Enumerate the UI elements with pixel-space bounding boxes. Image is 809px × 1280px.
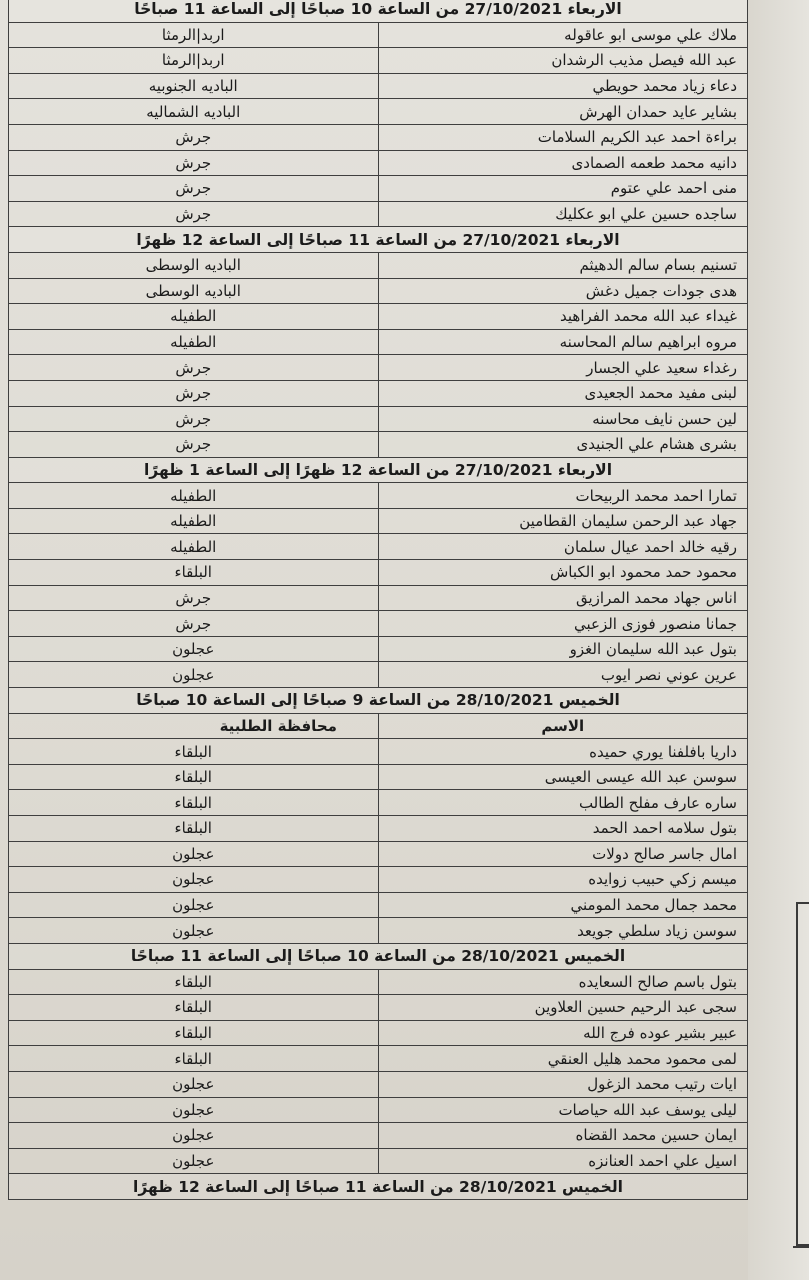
table-row [9,636,748,662]
student-name-cell: ساجده حسين علي ابو عكليك [378,201,748,227]
table-row [9,585,748,611]
student-name-cell: تسنيم بسام سالم الدهيثم [378,252,748,278]
student-name-cell: رقيه خالد احمد عيال سلمان [378,534,748,560]
table-row [9,406,748,432]
table-row [9,150,748,176]
governorate-cell: جرش [9,406,379,432]
student-name-cell: مروه ابراهيم سالم المحاسنه [378,329,748,355]
governorate-cell: البلقاء [9,1020,379,1046]
table-row [9,278,748,304]
table-row [9,73,748,99]
time-slot-heading: الاربعاء 27/10/2021 من الساعة 10 صباحًا إلى الساعة 11 صباحًا [9,0,748,22]
governorate-cell: الباديه الوسطى [9,278,379,304]
table-row [9,380,748,406]
student-name-cell: ايمان حسين محمد القضاه [378,1123,748,1149]
table-row [9,560,748,586]
table-row [9,48,748,74]
student-name-cell: جمانا منصور فوزى الزعبي [378,611,748,637]
student-name-cell: عرين عوني نصر ايوب [378,662,748,688]
schedule-body [9,0,748,1199]
governorate-cell: الطفيله [9,329,379,355]
governorate-cell: الطفيله [9,483,379,509]
table-row [9,508,748,534]
student-name-cell: رغداء سعيد علي الجسار [378,355,748,381]
governorate-cell: اربد|الرمثا [9,22,379,48]
student-name-cell: ليلى يوسف عبد الله حياصات [378,1097,748,1123]
name-column-header: الاسم [378,713,748,739]
governorate-cell: البلقاء [9,1046,379,1072]
table-row [9,1148,748,1174]
governorate-cell: عجلون [9,662,379,688]
governorate-cell: جرش [9,176,379,202]
student-name-cell: هدى جودات جميل دغش [378,278,748,304]
student-name-cell: داريا بافلفنا يوري حميده [378,739,748,765]
table-row [9,764,748,790]
time-slot-heading: الاربعاء 27/10/2021 من الساعة 11 صباحًا إلى الساعة 12 ظهرًا [9,227,748,253]
column-header-row [9,713,748,739]
governorate-cell: اربد|الرمثا [9,48,379,74]
student-name-cell: لبنى مفيد محمد الجعيدى [378,380,748,406]
table-row [9,969,748,995]
student-name-cell: منى احمد علي عتوم [378,176,748,202]
governorate-cell: الباديه الشماليه [9,99,379,125]
student-name-cell: لمى محمود محمد هليل العنقي [378,1046,748,1072]
table-row [9,892,748,918]
student-name-cell: عبد الله فيصل مذيب الرشدان [378,48,748,74]
governorate-cell: البلقاء [9,995,379,1021]
student-name-cell: براءة احمد عبد الكريم السلامات [378,124,748,150]
governorate-cell: عجلون [9,1097,379,1123]
governorate-cell: عجلون [9,1071,379,1097]
student-name-cell: اناس جهاد محمد المرازيق [378,585,748,611]
student-name-cell: محمد جمال محمد المومني [378,892,748,918]
table-row [9,176,748,202]
table-row [9,201,748,227]
time-slot-row [9,943,748,969]
table-row [9,355,748,381]
governorate-cell: عجلون [9,892,379,918]
governorate-cell: جرش [9,585,379,611]
governorate-cell: عجلون [9,1148,379,1174]
table-row [9,611,748,637]
table-row [9,432,748,458]
governorate-cell: الباديه الوسطى [9,252,379,278]
table-row [9,22,748,48]
governorate-cell: البلقاء [9,560,379,586]
governorate-cell: جرش [9,355,379,381]
governorate-column-header: محافظة الطلبية [9,713,379,739]
time-slot-heading: الاربعاء 27/10/2021 من الساعة 12 ظهرًا إلى الساعة 1 ظهرًا [9,457,748,483]
adjacent-column-border [796,902,809,1246]
student-name-cell: تمارا احمد محمد الربيحات [378,483,748,509]
table-row [9,1123,748,1149]
student-name-cell: بتول باسم صالح السعايده [378,969,748,995]
governorate-cell: عجلون [9,867,379,893]
governorate-cell: عجلون [9,636,379,662]
governorate-cell: الباديه الجنوبيه [9,73,379,99]
governorate-cell: جرش [9,611,379,637]
table-row [9,739,748,765]
table-row [9,329,748,355]
student-name-cell: ايات رتيب محمد الزغول [378,1071,748,1097]
table-row [9,1097,748,1123]
student-name-cell: عبير بشير عوده فرج الله [378,1020,748,1046]
governorate-cell: البلقاء [9,816,379,842]
time-slot-row [9,0,748,22]
table-row [9,534,748,560]
governorate-cell: عجلون [9,1123,379,1149]
table-row [9,304,748,330]
table-row [9,124,748,150]
table-row [9,790,748,816]
table-row [9,841,748,867]
governorate-cell: عجلون [9,918,379,944]
table-row [9,483,748,509]
governorate-cell: الطفيله [9,534,379,560]
time-slot-row [9,1174,748,1200]
adjacent-column-rule [793,1246,809,1248]
student-name-cell: سوسن عبد الله عيسى العيسى [378,764,748,790]
table-row [9,867,748,893]
time-slot-row [9,688,748,714]
table-row [9,816,748,842]
governorate-cell: جرش [9,380,379,406]
table-row [9,918,748,944]
student-name-cell: غيداء عبد الله محمد الفراهيد [378,304,748,330]
table-row [9,252,748,278]
table-row [9,1046,748,1072]
table-row [9,99,748,125]
student-name-cell: بشاير عايد حمدان الهرش [378,99,748,125]
exam-schedule-table [8,0,748,1200]
governorate-cell: جرش [9,432,379,458]
student-name-cell: بتول عبد الله سليمان الغزو [378,636,748,662]
governorate-cell: البلقاء [9,764,379,790]
student-name-cell: اسيل علي احمد العنانزه [378,1148,748,1174]
governorate-cell: الطفيله [9,508,379,534]
student-name-cell: بتول سلامه احمد الحمد [378,816,748,842]
governorate-cell: عجلون [9,841,379,867]
table-row [9,1020,748,1046]
table-row [9,662,748,688]
governorate-cell: جرش [9,201,379,227]
time-slot-heading: الخميس 28/10/2021 من الساعة 10 صباحًا إلى الساعة 11 صباحًا [9,943,748,969]
time-slot-row [9,457,748,483]
student-name-cell: بشرى هشام علي الجنيدى [378,432,748,458]
governorate-cell: البلقاء [9,739,379,765]
student-name-cell: سوسن زياد سلطي جويعد [378,918,748,944]
time-slot-row [9,227,748,253]
governorate-cell: جرش [9,124,379,150]
student-name-cell: جهاد عبد الرحمن سليمان القطامين [378,508,748,534]
student-name-cell: دانيه محمد طعمه الصمادى [378,150,748,176]
table-row [9,995,748,1021]
time-slot-heading: الخميس 28/10/2021 من الساعة 11 صباحًا إلى الساعة 12 ظهرًا [9,1174,748,1200]
student-name-cell: لين حسن نايف محاسنه [378,406,748,432]
student-name-cell: ملاك علي موسى ابو عاقوله [378,22,748,48]
governorate-cell: الطفيله [9,304,379,330]
student-name-cell: امال جاسر صالح دولات [378,841,748,867]
table-row [9,1071,748,1097]
student-name-cell: سجى عبد الرحيم حسين العلاوين [378,995,748,1021]
student-name-cell: ساره عارف مفلح الطالب [378,790,748,816]
governorate-cell: البلقاء [9,790,379,816]
governorate-cell: البلقاء [9,969,379,995]
student-name-cell: دعاء زياد محمد حويطي [378,73,748,99]
time-slot-heading: الخميس 28/10/2021 من الساعة 9 صباحًا إلى الساعة 10 صباحًا [9,688,748,714]
student-name-cell: ميسم زكي حبيب زوايده [378,867,748,893]
student-name-cell: محمود حمد محمود ابو الكباش [378,560,748,586]
governorate-cell: جرش [9,150,379,176]
